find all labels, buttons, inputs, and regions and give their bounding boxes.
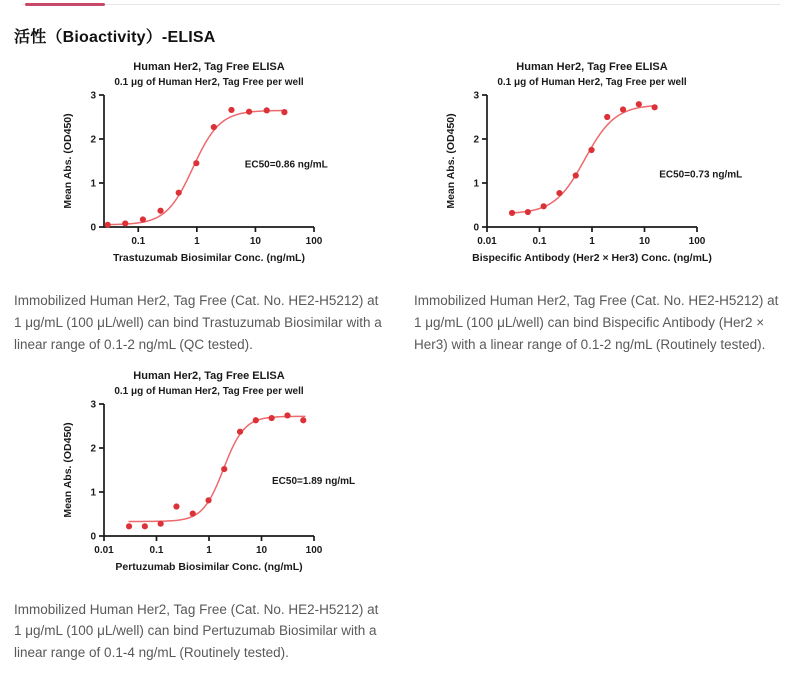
chart-title: Human Her2, Tag Free ELISA <box>133 61 285 73</box>
chart-block-pertuzumab <box>14 366 386 665</box>
data-point <box>300 417 306 423</box>
x-tick-label: 100 <box>305 236 323 247</box>
x-axis-label: Trastuzumab Biosimilar Conc. (ng/mL) <box>113 252 305 264</box>
y-tick-label: 3 <box>473 90 479 102</box>
data-point <box>253 417 259 423</box>
x-tick-label: 0.1 <box>149 544 164 556</box>
data-point <box>541 203 547 209</box>
axis-line <box>104 404 314 536</box>
y-tick-label: 1 <box>90 178 96 190</box>
data-point <box>158 520 164 526</box>
x-tick-label: 1 <box>589 236 595 247</box>
x-tick-label: 0.01 <box>94 544 114 556</box>
data-point <box>264 107 270 113</box>
x-tick-label: 0.01 <box>477 236 497 247</box>
fit-curve <box>512 106 656 213</box>
chart-subtitle: 0.1 μg of Human Her2, Tag Free per well <box>497 77 687 88</box>
chart-block-trastuzumab <box>14 57 386 356</box>
elisa-chart-figure-bispecific <box>442 57 786 272</box>
x-tick-label: 10 <box>638 236 651 247</box>
data-point <box>193 160 199 166</box>
charts-grid <box>14 57 786 664</box>
data-point <box>228 107 234 113</box>
x-axis-label: Bispecific Antibody (Her2 × Her3) Conc. (ng/mL) <box>472 252 712 264</box>
y-tick-label: 3 <box>90 90 96 102</box>
data-point <box>556 190 562 196</box>
chart-caption-trastuzumab: Immobilized Human Her2, Tag Free (Cat. No. HE2-H5212) at 1 μg/mL (100 μL/well) can bind Trastuzumab Biosimilar with a linear range of 0.1-2 ng/mL (QC tested). <box>14 293 382 352</box>
data-point <box>620 106 626 112</box>
chart-caption-pertuzumab: Immobilized Human Her2, Tag Free (Cat. No. HE2-H5212) at 1 μg/mL (100 μL/well) can bind Pertuzumab Biosimilar with a linear range of 0.1-4 ng/mL (Routinely tested). <box>14 601 379 661</box>
ec50-annotation: EC50=1.89 ng/mL <box>272 475 356 487</box>
data-point <box>281 109 287 115</box>
chart-title: Human Her2, Tag Free ELISA <box>133 369 285 382</box>
chart-title: Human Her2, Tag Free ELISA <box>516 61 668 73</box>
data-point <box>211 124 217 130</box>
data-point <box>176 190 182 196</box>
x-tick-label: 10 <box>249 236 261 247</box>
data-point <box>636 101 642 107</box>
data-point <box>205 497 211 503</box>
data-point <box>652 104 658 110</box>
data-point <box>122 220 128 226</box>
y-axis-label: Mean Abs. (OD450) <box>62 421 74 518</box>
data-point <box>588 147 594 153</box>
y-tick-label: 2 <box>473 134 479 146</box>
elisa-chart-figure-pertuzumab <box>59 366 386 581</box>
data-point <box>604 114 610 120</box>
axis-line <box>487 95 697 227</box>
x-tick-label: 0.1 <box>131 236 146 247</box>
y-tick-label: 1 <box>473 178 479 190</box>
data-point <box>173 503 179 509</box>
top-divider <box>10 0 790 6</box>
data-point <box>246 109 252 115</box>
elisa-chart-canvas-pertuzumab <box>59 366 404 581</box>
y-tick-label: 3 <box>90 399 96 411</box>
elisa-chart-canvas-trastuzumab <box>59 57 404 272</box>
y-tick-label: 0 <box>90 222 96 234</box>
y-axis-label: Mean Abs. (OD450) <box>62 113 74 209</box>
y-axis-label: Mean Abs. (OD450) <box>445 113 457 209</box>
data-point <box>269 415 275 421</box>
data-point <box>509 210 515 216</box>
data-point <box>221 466 227 472</box>
x-tick-label: 100 <box>305 544 323 556</box>
x-tick-label: 1 <box>194 236 200 247</box>
elisa-chart-figure-trastuzumab <box>59 57 386 272</box>
ec50-annotation: EC50=0.86 ng/mL <box>244 159 328 171</box>
x-tick-label: 0.1 <box>532 236 547 247</box>
data-point <box>573 172 579 178</box>
x-axis-label: Pertuzumab Biosimilar Conc. (ng/mL) <box>115 560 303 573</box>
data-point <box>142 523 148 529</box>
chart-subtitle: 0.1 μg of Human Her2, Tag Free per well <box>114 385 304 397</box>
chart-block-bispecific <box>414 57 786 356</box>
data-point <box>157 208 163 214</box>
x-tick-label: 100 <box>688 236 706 247</box>
y-tick-label: 0 <box>90 531 96 543</box>
data-point <box>140 216 146 222</box>
elisa-chart-canvas-bispecific <box>442 57 787 272</box>
data-point <box>126 523 132 529</box>
ec50-annotation: EC50=0.73 ng/mL <box>659 169 743 181</box>
section-title: 活性（Bioactivity）-ELISA <box>14 29 216 46</box>
data-point <box>105 222 111 228</box>
active-tab-underline <box>25 3 105 6</box>
y-tick-label: 0 <box>473 222 479 234</box>
chart-caption-bispecific: Immobilized Human Her2, Tag Free (Cat. No. HE2-H5212) at 1 μg/mL (100 μL/well) can bind Bispecific Antibody (Her2 × Her3) with a linear range of 0.1-2 ng/mL (Routinely tested). <box>414 293 779 352</box>
data-point <box>190 510 196 516</box>
y-tick-label: 2 <box>90 134 96 146</box>
fit-curve <box>129 416 305 521</box>
divider-rail <box>22 4 780 5</box>
chart-subtitle: 0.1 μg of Human Her2, Tag Free per well <box>114 77 304 88</box>
data-point <box>284 412 290 418</box>
data-point <box>237 428 243 434</box>
y-tick-label: 1 <box>90 487 96 499</box>
x-tick-label: 1 <box>206 544 212 556</box>
y-tick-label: 2 <box>90 443 96 455</box>
data-point <box>525 209 531 215</box>
x-tick-label: 10 <box>255 544 268 556</box>
